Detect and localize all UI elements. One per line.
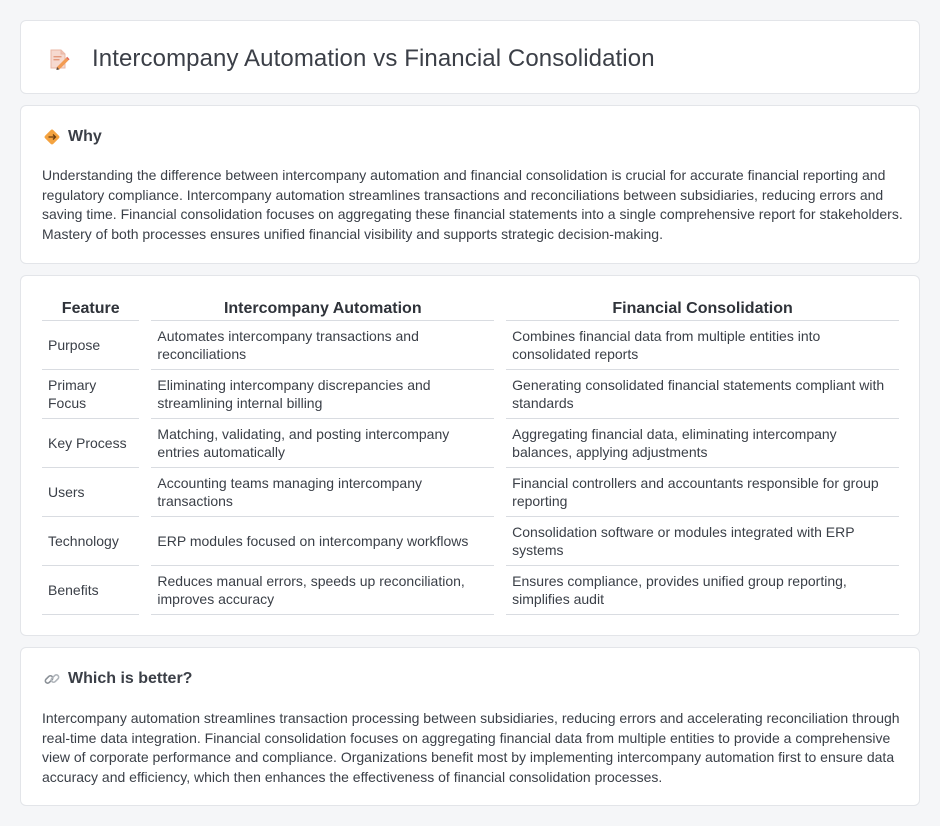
table-row — [42, 566, 899, 615]
row-intercompany-value: ERP modules focused on intercompany workflows — [151, 517, 494, 566]
row-feature: Users — [42, 468, 139, 517]
comparison-table-card — [20, 275, 920, 636]
better-heading: Which is better? — [68, 670, 193, 687]
table-row — [42, 321, 899, 370]
diamond-arrows-icon — [43, 128, 61, 146]
title-card — [20, 20, 920, 94]
row-consolidation-value: Aggregating financial data, eliminating intercompany balances, applying adjustments — [506, 419, 899, 468]
table-row — [42, 370, 899, 419]
row-consolidation-value: Combines financial data from multiple entities into consolidated reports — [506, 321, 899, 370]
row-feature: Key Process — [42, 419, 139, 468]
better-text: Intercompany automation streamlines transaction processing between subsidiaries, reducing errors and accelerating reconciliation through real-time data integration. Financial consolidation focuses on aggregating financial data from multiple entities to provide a comprehensive view of corporate performance and compliance. Organizations benefit most by implementing intercompany automation first to ensure data accuracy and efficiency, which then enhances the effectiveness of financial consolidation processes. — [42, 710, 900, 785]
document-pencil-icon — [47, 47, 71, 71]
why-heading: Why — [68, 128, 102, 145]
why-text: Understanding the difference between intercompany automation and financial consolidation is crucial for accurate financial reporting and regulatory compliance. Intercompany automation streamlines transactions and reconciliations between subsidiaries, reducing errors and saving time. Financial consolidation focuses on aggregating these financial statements into a single comprehensive report for stakeholders. Mastery of both processes ensures unified financial visibility and supports strategic decision-making. — [42, 167, 903, 242]
comparison-table — [42, 297, 899, 615]
row-intercompany-value: Matching, validating, and posting intercompany entries automatically — [151, 419, 494, 468]
link-icon — [43, 670, 61, 688]
row-consolidation-value: Financial controllers and accountants responsible for group reporting — [506, 468, 899, 517]
row-feature: Purpose — [42, 321, 139, 370]
header-financial-consolidation: Financial Consolidation — [506, 297, 899, 321]
row-consolidation-value: Consolidation software or modules integrated with ERP systems — [506, 517, 899, 566]
table-row — [42, 468, 899, 517]
row-consolidation-value: Ensures compliance, provides unified group reporting, simplifies audit — [506, 566, 899, 615]
better-heading-row — [43, 670, 192, 688]
row-feature: Technology — [42, 517, 139, 566]
why-heading-row — [43, 128, 102, 146]
why-section — [20, 105, 920, 264]
header-intercompany-automation: Intercompany Automation — [151, 297, 494, 321]
header-feature: Feature — [42, 297, 139, 321]
table-row — [42, 419, 899, 468]
which-is-better-section — [20, 647, 920, 806]
row-intercompany-value: Eliminating intercompany discrepancies and streamlining internal billing — [151, 370, 494, 419]
row-intercompany-value: Reduces manual errors, speeds up reconciliation, improves accuracy — [151, 566, 494, 615]
row-intercompany-value: Accounting teams managing intercompany transactions — [151, 468, 494, 517]
row-feature: Primary Focus — [42, 370, 139, 419]
table-header-row — [42, 297, 899, 321]
page-title: Intercompany Automation vs Financial Consolidation — [92, 45, 655, 72]
row-feature: Benefits — [42, 566, 139, 615]
row-intercompany-value: Automates intercompany transactions and reconciliations — [151, 321, 494, 370]
row-consolidation-value: Generating consolidated financial statements compliant with standards — [506, 370, 899, 419]
table-row — [42, 517, 899, 566]
